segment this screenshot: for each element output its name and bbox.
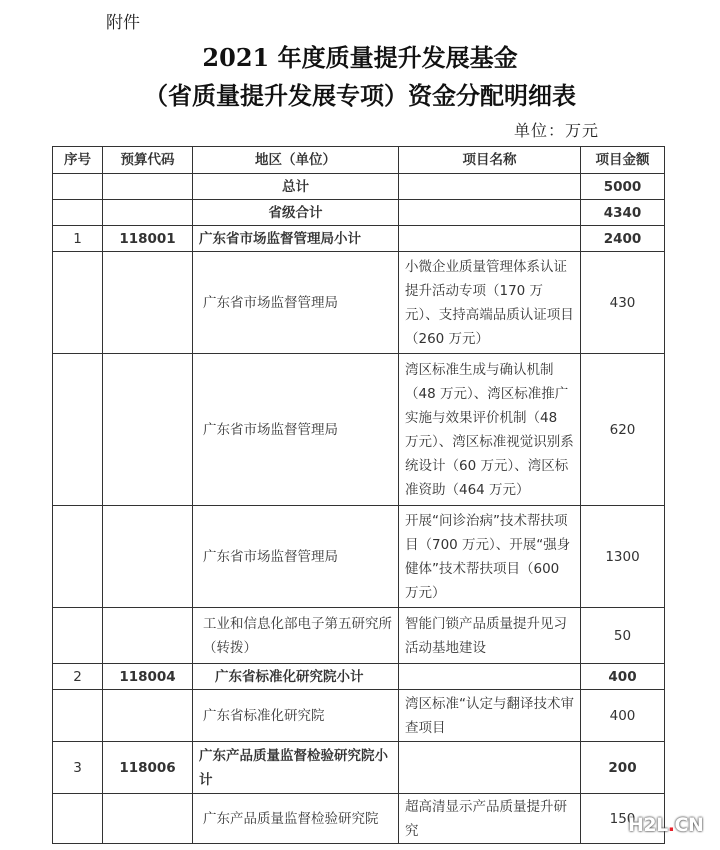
watermark-tld: CN <box>674 814 704 836</box>
subtotal-label: 广东省市场监督管理局小计 <box>193 226 399 252</box>
budget-code: 118001 <box>103 226 193 252</box>
project-cell: 湾区标准生成与确认机制（48 万元）、湾区标准推广实施与效果评价机制（48 万元）、湾区标准视觉识别系统设计（60 万元）、湾区标准资助（464 万元） <box>399 354 581 506</box>
header-org: 地区（单位） <box>193 147 399 174</box>
table-header-row <box>53 147 665 174</box>
project-cell: 小微企业质量管理体系认证提升活动专项（170 万元）、支持高端品质认证项目（260 万元） <box>399 252 581 354</box>
subtotal-label: 广东产品质量监督检验研究院小计 <box>193 742 399 794</box>
header-project: 项目名称 <box>399 147 581 174</box>
project-cell: 超高清显示产品质量提升研究 <box>399 794 581 844</box>
org-cell: 广东省市场监督管理局 <box>193 354 399 506</box>
watermark-brand: H2L <box>628 814 668 836</box>
provincial-total-label: 省级合计 <box>193 200 399 226</box>
total-amount: 5000 <box>581 174 665 200</box>
total-row <box>53 174 665 200</box>
project-cell: 智能门锁产品质量提升见习活动基地建设 <box>399 608 581 664</box>
amount-cell: 50 <box>581 608 665 664</box>
org-cell: 广东省市场监督管理局 <box>193 252 399 354</box>
org-cell: 工业和信息化部电子第五研究所（转拨） <box>193 608 399 664</box>
unit-label: 单位：万元 <box>514 121 600 140</box>
table-row <box>53 608 665 664</box>
org-cell: 广东省市场监督管理局 <box>193 506 399 608</box>
amount-cell: 620 <box>581 354 665 506</box>
subtotal-row <box>53 742 665 794</box>
amount-cell: 1300 <box>581 506 665 608</box>
amount-cell: 150 <box>581 794 665 844</box>
site-watermark <box>628 814 703 836</box>
header-code: 预算代码 <box>103 147 193 174</box>
provincial-total-amount: 4340 <box>581 200 665 226</box>
allocation-table <box>52 146 665 844</box>
header-amount: 项目金额 <box>581 147 665 174</box>
row-number: 1 <box>53 226 103 252</box>
total-label: 总计 <box>193 174 399 200</box>
table-row <box>53 252 665 354</box>
subtotal-label: 广东省标准化研究院小计 <box>193 664 399 690</box>
amount-cell: 430 <box>581 252 665 354</box>
project-cell: 湾区标准“认定与翻译技术审查项目 <box>399 690 581 742</box>
table-row <box>53 794 665 844</box>
subtotal-amount: 2400 <box>581 226 665 252</box>
provincial-total-row <box>53 200 665 226</box>
page-subtitle: （省质量提升发展专项）资金分配明细表 <box>144 81 576 110</box>
project-cell: 开展“问诊治病”技术帮扶项目（700 万元）、开展“强身健体”技术帮扶项目（600 万元） <box>399 506 581 608</box>
watermark-dot: . <box>667 814 675 836</box>
org-cell: 广东省标准化研究院 <box>193 690 399 742</box>
table-row <box>53 690 665 742</box>
row-number: 2 <box>53 664 103 690</box>
subtotal-amount: 200 <box>581 742 665 794</box>
org-cell: 广东产品质量监督检验研究院 <box>193 794 399 844</box>
amount-cell: 400 <box>581 690 665 742</box>
subtotal-row <box>53 226 665 252</box>
table-row <box>53 354 665 506</box>
budget-code: 118004 <box>103 664 193 690</box>
budget-code: 118006 <box>103 742 193 794</box>
attachment-label: 附件 <box>106 13 140 33</box>
table-row <box>53 506 665 608</box>
page-title: 2021 年度质量提升发展基金 <box>202 43 518 72</box>
row-number: 3 <box>53 742 103 794</box>
header-no: 序号 <box>53 147 103 174</box>
subtotal-amount: 400 <box>581 664 665 690</box>
subtotal-row <box>53 664 665 690</box>
